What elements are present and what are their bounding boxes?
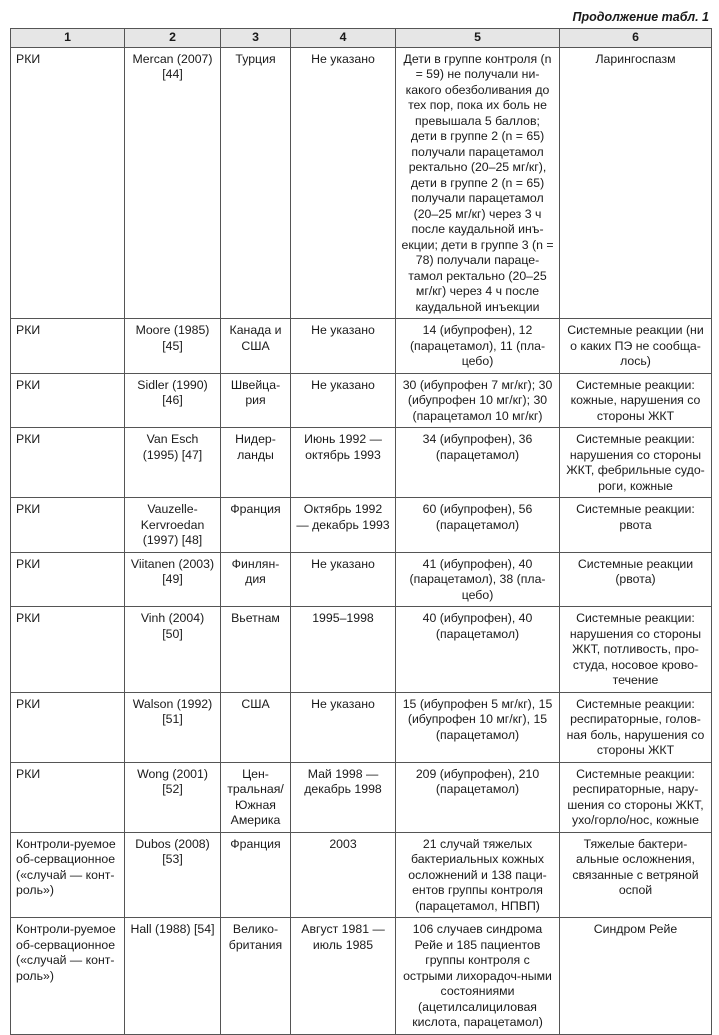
country-cell: Нидер-ланды (221, 428, 291, 498)
country-cell: США (221, 692, 291, 762)
study-design-cell: РКИ (11, 692, 125, 762)
participants-cell: 34 (ибупрофен), 36 (парацетамол) (396, 428, 560, 498)
adverse-events-cell: Синдром Рейе (560, 918, 712, 1035)
author-cell: Mercan (2007) [44] (125, 47, 221, 319)
study-design-cell: РКИ (11, 498, 125, 553)
author-cell: Dubos (2008) [53] (125, 832, 221, 918)
participants-cell: 60 (ибупрофен), 56 (парацетамол) (396, 498, 560, 553)
participants-cell: 106 случаев синдрома Рейе и 185 пациентов группы контроля с острыми лихорадоч-ными состояниями (ацетилсалициловая кислота, парацетамол) (396, 918, 560, 1035)
table-caption: Продолжение табл. 1 (572, 10, 709, 24)
period-cell: Не указано (291, 692, 396, 762)
column-header: 3 (221, 29, 291, 48)
adverse-events-cell: Ларингоспазм (560, 47, 712, 319)
participants-cell: 15 (ибупрофен 5 мг/кг), 15 (ибупрофен 10 мг/кг), 15 (парацетамол) (396, 692, 560, 762)
adverse-events-cell: Системные реакции: респираторные, нару-шения со стороны ЖКТ, ухо/горло/нос, кожные (560, 762, 712, 832)
column-header: 6 (560, 29, 712, 48)
study-design-cell: РКИ (11, 607, 125, 693)
participants-cell: 41 (ибупрофен), 40 (парацетамол), 38 (пла-цебо) (396, 552, 560, 607)
study-design-cell: Контроли-руемое об-сервационное («случай — конт-роль») (11, 832, 125, 918)
table-row (11, 552, 712, 607)
country-cell: Цен-тральная/ Южная Америка (221, 762, 291, 832)
author-cell: Hall (1988) [54] (125, 918, 221, 1035)
study-design-cell: РКИ (11, 428, 125, 498)
adverse-events-cell: Системные реакции: нарушения со стороны ЖКТ, потливость, про-студа, носовое крово-течение (560, 607, 712, 693)
table-row (11, 607, 712, 693)
column-header: 2 (125, 29, 221, 48)
period-cell: Июнь 1992 — октябрь 1993 (291, 428, 396, 498)
period-cell: 2003 (291, 832, 396, 918)
author-cell: Viitanen (2003) [49] (125, 552, 221, 607)
author-cell: Vauzelle-Kervroedan (1997) [48] (125, 498, 221, 553)
table-row (11, 428, 712, 498)
period-cell: Октябрь 1992 — декабрь 1993 (291, 498, 396, 553)
period-cell: Не указано (291, 373, 396, 428)
adverse-events-cell: Системные реакции: рвота (560, 498, 712, 553)
table-row (11, 692, 712, 762)
period-cell: Май 1998 — декабрь 1998 (291, 762, 396, 832)
country-cell: Вьетнам (221, 607, 291, 693)
author-cell: Moore (1985) [45] (125, 319, 221, 374)
period-cell: Не указано (291, 47, 396, 319)
author-cell: Van Esch (1995) [47] (125, 428, 221, 498)
adverse-events-cell: Тяжелые бактери-альные осложнения, связанные с ветряной оспой (560, 832, 712, 918)
author-cell: Vinh (2004) [50] (125, 607, 221, 693)
country-cell: Франция (221, 498, 291, 553)
study-design-cell: РКИ (11, 552, 125, 607)
adverse-events-cell: Системные реакции: респираторные, голов-ная боль, нарушения со стороны ЖКТ (560, 692, 712, 762)
participants-cell: 30 (ибупрофен 7 мг/кг); 30 (ибупрофен 10 мг/кг); 30 (парацетамол 10 мг/кг) (396, 373, 560, 428)
country-cell: Канада и США (221, 319, 291, 374)
period-cell: Не указано (291, 319, 396, 374)
column-header: 5 (396, 29, 560, 48)
adverse-events-cell: Системные реакции (рвота) (560, 552, 712, 607)
country-cell: Франция (221, 832, 291, 918)
column-header: 1 (11, 29, 125, 48)
adverse-events-cell: Системные реакции: кожные, нарушения со стороны ЖКТ (560, 373, 712, 428)
period-cell: 1995–1998 (291, 607, 396, 693)
study-design-cell: РКИ (11, 319, 125, 374)
header-row (11, 29, 712, 48)
country-cell: Финлян-дия (221, 552, 291, 607)
data-table (10, 28, 712, 1035)
table-row (11, 373, 712, 428)
participants-cell: 209 (ибупрофен), 210 (парацетамол) (396, 762, 560, 832)
study-design-cell: РКИ (11, 762, 125, 832)
period-cell: Не указано (291, 552, 396, 607)
table-row (11, 47, 712, 319)
author-cell: Sidler (1990) [46] (125, 373, 221, 428)
author-cell: Walson (1992) [51] (125, 692, 221, 762)
participants-cell: Дети в группе контроля (n = 59) не получали ни-какого обезболивания до тех пор, пока их боль не превышала 5 баллов; дети в группе 2 (n = 65) получали парацетамол ректально (20–25 мг/кг), дети в группе 2 (n = 65) получали парацетамол (20–25 мг/кг) через 3 ч после каудальной инъ-екции; дети в группе 3 (n = 78) получали параце-тамол ректально (20–25 мг/кг) через 4 ч после каудальной инъекции (396, 47, 560, 319)
column-header: 4 (291, 29, 396, 48)
participants-cell: 21 случай тяжелых бактериальных кожных осложнений и 138 паци-ентов группы контроля (парацетамол, НПВП) (396, 832, 560, 918)
participants-cell: 14 (ибупрофен), 12 (парацетамол), 11 (пла-цебо) (396, 319, 560, 374)
adverse-events-cell: Системные реакции: нарушения со стороны ЖКТ, фебрильные судо-роги, кожные (560, 428, 712, 498)
table-row (11, 832, 712, 918)
adverse-events-cell: Системные реакции (ни о каких ПЭ не сообща-лось) (560, 319, 712, 374)
author-cell: Wong (2001) [52] (125, 762, 221, 832)
period-cell: Август 1981 — июль 1985 (291, 918, 396, 1035)
table-row (11, 498, 712, 553)
participants-cell: 40 (ибупрофен), 40 (парацетамол) (396, 607, 560, 693)
study-design-cell: РКИ (11, 373, 125, 428)
table-row (11, 918, 712, 1035)
table-row (11, 762, 712, 832)
country-cell: Швейца-рия (221, 373, 291, 428)
study-design-cell: РКИ (11, 47, 125, 319)
country-cell: Турция (221, 47, 291, 319)
country-cell: Велико-британия (221, 918, 291, 1035)
table-row (11, 319, 712, 374)
study-design-cell: Контроли-руемое об-сервационное («случай — конт-роль») (11, 918, 125, 1035)
